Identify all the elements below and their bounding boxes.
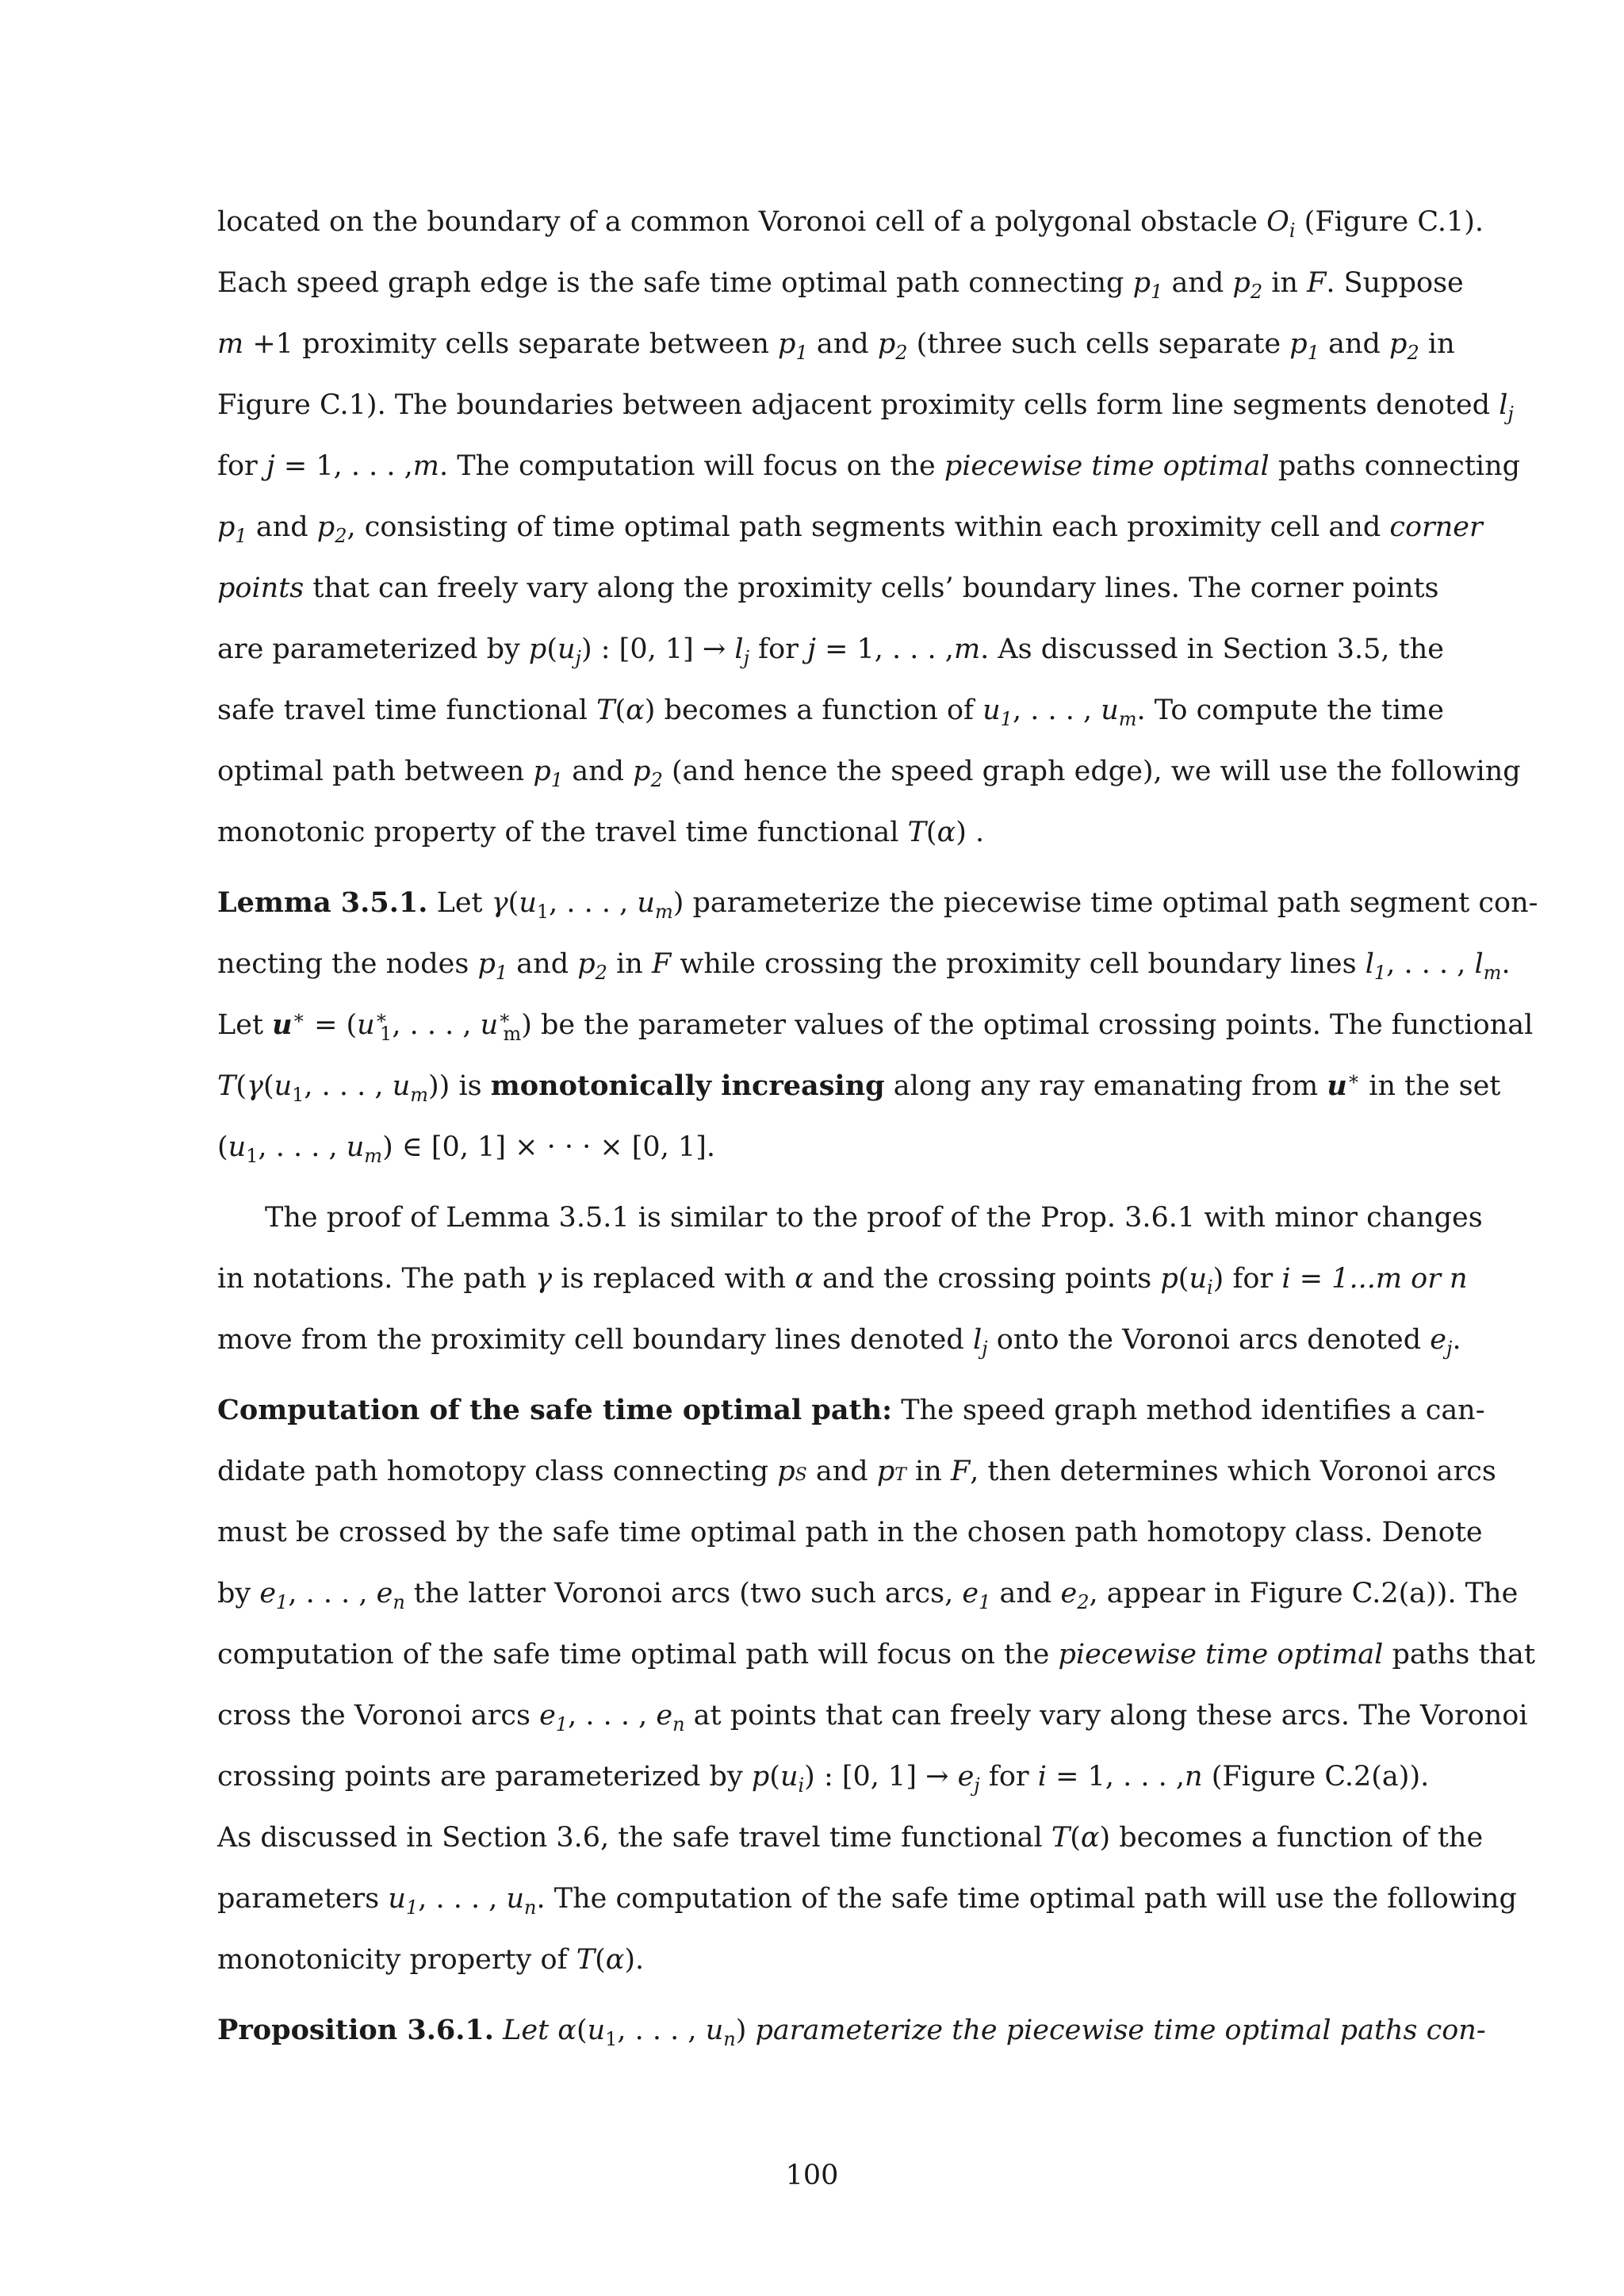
math-p2: $p_2$	[1389, 328, 1419, 364]
body-line	[217, 1942, 1418, 1977]
text: . Suppose	[1326, 267, 1464, 299]
math-Oi: $O_i$	[1266, 206, 1296, 242]
text: = 1...m or n	[1299, 1263, 1468, 1295]
body-line: are parameterized by $p(u_j)$ : [0, $1] \to l_j$ for j = 1, . . . ,m. As discussed in Section 3.5, the	[217, 633, 1445, 669]
math-gamma: $\gamma(u_1$, . . . , $u_m$)	[491, 887, 684, 923]
text: The speed graph method identifies a can-	[901, 1395, 1485, 1426]
math-ej: $e_j$.	[1430, 1324, 1461, 1360]
text: . The computation will focus on the	[439, 450, 936, 482]
text: are parameterized by	[217, 633, 520, 665]
section-label: Computation of the safe time optimal path:	[217, 1394, 893, 1426]
body-line	[217, 571, 1439, 606]
math-F: F	[950, 1456, 971, 1487]
math-T-gamma: $T(\gamma(u_1$, . . . , $u_m$))	[217, 1070, 450, 1106]
text: . The computation of the safe time optimal path will use the following	[536, 1883, 1517, 1915]
text: and	[572, 756, 625, 787]
math-alpha: α	[795, 1263, 814, 1295]
text: .	[975, 817, 985, 848]
bold-text: monotonically increasing	[490, 1070, 885, 1102]
math-e1: $e_1$	[962, 1578, 991, 1613]
math-m: m	[217, 328, 244, 360]
text: Figure C.1). The boundaries between adjacent proximity cells form line segments denoted	[217, 389, 1491, 421]
text: = 1, . . . ,	[825, 633, 954, 665]
proposition-label: Proposition 3.6.1.	[217, 2014, 494, 2046]
math-p2: $p_2$	[577, 948, 607, 984]
body-line	[217, 1881, 1517, 1919]
math-p-ui: $p(u_i)$	[1160, 1263, 1224, 1299]
emphasis: corner	[1389, 511, 1483, 543]
text: = 1, . . . ,	[283, 450, 413, 482]
body-line	[217, 754, 1521, 791]
math-p1: $p_1$	[1132, 267, 1163, 303]
math-i: i	[1037, 1761, 1047, 1793]
text: As discussed in Section 3.6, the safe travel time functional	[217, 1822, 1043, 1854]
text: while crossing the proximity cell boundary lines	[680, 948, 1357, 980]
text: crossing points are parameterized by	[217, 1761, 743, 1793]
body-line	[217, 449, 1521, 484]
lemma-label: Lemma 3.5.1.	[217, 886, 428, 919]
text: for	[217, 450, 258, 482]
text: paths that	[1392, 1639, 1535, 1670]
text: located on the boundary of a common Voronoi cell of a polygonal obstacle	[217, 206, 1258, 238]
text: is	[458, 1070, 482, 1102]
text: and	[815, 1456, 868, 1487]
emphasis: piecewise time optimal	[1058, 1639, 1384, 1670]
body-line	[265, 1200, 1483, 1235]
math-F: F	[1307, 267, 1327, 299]
math-gamma: γ	[535, 1263, 553, 1295]
emphasis: points	[217, 572, 304, 604]
body-line	[217, 388, 1514, 425]
body-line	[217, 1322, 1461, 1360]
text: optimal path between	[217, 756, 525, 787]
text: safe travel time functional	[217, 695, 588, 726]
text: (Figure C.2(a)).	[1211, 1761, 1430, 1793]
body-line	[217, 1576, 1519, 1613]
text: , appear in Figure C.2(a)). The	[1089, 1578, 1519, 1609]
text: .	[635, 1944, 645, 1976]
math-p2: $p_2$	[316, 511, 347, 547]
math-e1-en: $e_1$, . . . , $e_n$	[259, 1578, 405, 1613]
text: and the crossing points	[822, 1263, 1152, 1295]
text: and	[999, 1578, 1052, 1609]
text: in notations. The path	[217, 1263, 527, 1295]
math-ustar: $u^∗ = (u^∗_1$, . . . , $u^∗_m$)	[272, 1006, 532, 1045]
text: by	[217, 1578, 251, 1609]
text: becomes a function of the	[1119, 1822, 1484, 1854]
text: (and hence the speed graph edge), we will use the following	[672, 756, 1521, 787]
body-line	[217, 1515, 1483, 1550]
body-line	[217, 266, 1464, 303]
math-u-tuple: ($u_1$, . . . , $u_m$)	[217, 1131, 393, 1167]
body-line	[217, 327, 1455, 364]
math-lj: $l_j$	[972, 1324, 988, 1360]
math-p1: $p_1$	[778, 328, 808, 364]
text: +1 proximity cells separate between	[252, 328, 769, 360]
math-T-alpha: T(α)	[1051, 1822, 1111, 1854]
text: = 1, . . . ,	[1055, 1761, 1185, 1793]
text: parameterize the piecewise time optimal paths con-	[755, 2015, 1486, 2046]
math-T-alpha: T(α)	[907, 817, 967, 848]
text: monotonicity property of	[217, 1944, 568, 1976]
math-ustar: u∗	[1327, 1067, 1361, 1102]
text: (three such cells separate	[916, 328, 1281, 360]
body-line	[217, 1698, 1528, 1735]
math-pT: pT	[876, 1456, 906, 1487]
math-p1: $p_1$	[477, 948, 508, 984]
text: that can freely vary along the proximity cells’ boundary lines. The corner points	[312, 572, 1439, 604]
page-number: 100	[785, 2160, 839, 2191]
text: is replaced with	[561, 1263, 787, 1295]
body-line	[217, 1820, 1484, 1855]
text: parameterize the piecewise time optimal path segment con-	[692, 887, 1538, 919]
math-i: i	[1281, 1263, 1291, 1295]
math-p1: $p_1$	[1289, 328, 1320, 364]
body-line	[217, 1637, 1535, 1672]
text: move from the proximity cell boundary lines denoted	[217, 1324, 964, 1356]
math-m: m	[953, 633, 981, 665]
text: Let	[436, 887, 483, 919]
math-T-alpha: T(α)	[596, 695, 656, 726]
text: in	[616, 948, 643, 980]
proposition-line	[217, 2013, 1486, 2050]
math-e1-en: $e_1$, . . . , $e_n$	[539, 1700, 685, 1735]
text: along any ray emanating from	[893, 1070, 1319, 1102]
body-line	[217, 1759, 1430, 1797]
text: must be crossed by the safe time optimal path in the chosen path homotopy class. Denote	[217, 1517, 1483, 1548]
math-p2: $p_2$	[633, 756, 663, 791]
text: Each speed graph edge is the safe time optimal path connecting	[217, 267, 1124, 299]
math-lj: $l_j$	[1499, 389, 1514, 425]
math-p-uj: p	[528, 633, 547, 665]
text: Let	[503, 2015, 550, 2046]
text: and	[1328, 328, 1381, 360]
text: in	[1427, 328, 1455, 360]
math-p2: $p_2$	[1232, 267, 1263, 303]
text: and	[255, 511, 308, 543]
math-p2: $p_2$	[877, 328, 908, 364]
lemma-line	[217, 886, 1538, 923]
text: becomes a function of	[664, 695, 974, 726]
text: be the parameter values of the optimal crossing points. The functional	[541, 1009, 1534, 1041]
text: for	[758, 633, 799, 665]
text: for	[1232, 1263, 1274, 1295]
body-line	[217, 205, 1484, 242]
text: didate path homotopy class connecting	[217, 1456, 769, 1487]
body-line	[217, 1393, 1485, 1428]
math-j: j	[266, 450, 275, 482]
math-p1: $p_1$	[533, 756, 564, 791]
text: parameters	[217, 1883, 380, 1915]
text: at points that can freely vary along these arcs. The Voronoi	[693, 1700, 1528, 1732]
math-u1-um: $u_1$, . . . , $u_m$	[982, 695, 1137, 730]
lemma-line	[217, 1067, 1501, 1106]
math-m: m	[412, 450, 439, 482]
math-u1-un: $u_1$, . . . , $u_n$	[388, 1883, 537, 1919]
lemma-line	[217, 1130, 1418, 1165]
text: in the set	[1369, 1070, 1501, 1102]
text: monotonic property of the travel time functional	[217, 817, 899, 848]
math-alpha-u: $\alpha(u_1$, . . . , $u_n$)	[557, 2015, 747, 2050]
body-line	[217, 693, 1444, 730]
text: in	[915, 1456, 942, 1487]
body-line	[217, 1261, 1468, 1299]
body-line	[217, 815, 1418, 850]
math-ej: $e_j$	[957, 1761, 980, 1797]
text: onto the Voronoi arcs denoted	[996, 1324, 1422, 1356]
text: and	[1171, 267, 1224, 299]
text: . As discussed in Section 3.5, the	[980, 633, 1445, 665]
math-j: j	[807, 633, 816, 665]
text: : [0, 1] →	[823, 1761, 949, 1793]
text: for	[988, 1761, 1029, 1793]
text: and	[516, 948, 569, 980]
text: paths connecting	[1277, 450, 1521, 482]
text: the latter Voronoi arcs (two such arcs,	[413, 1578, 954, 1609]
math-l1-lm: $l_1$, . . . , $l_m$.	[1365, 948, 1511, 984]
math-p1: $p_1$	[217, 511, 247, 547]
math-n: n	[1185, 1761, 1203, 1793]
text: , consisting of time optimal path segments within each proximity cell and	[347, 511, 1381, 543]
body-line	[217, 1454, 1496, 1493]
text: necting the nodes	[217, 948, 469, 980]
text: cross the Voronoi arcs	[217, 1700, 530, 1732]
text: : [0, 1] →	[600, 633, 726, 665]
text: . To compute the time	[1136, 695, 1444, 726]
text: ∈ [0, 1] × · · · × [0, 1].	[401, 1131, 715, 1163]
math-F: F	[651, 948, 672, 980]
text: in	[1271, 267, 1298, 299]
math-T-alpha: T(α)	[576, 1944, 636, 1976]
math-pS: pS	[777, 1456, 807, 1487]
lemma-line	[217, 947, 1511, 984]
text: , then determines which Voronoi arcs	[970, 1456, 1496, 1487]
text: computation of the safe time optimal path will focus on the	[217, 1639, 1050, 1670]
text: The proof of Lemma 3.5.1 is similar to the proof of the Prop. 3.6.1 with minor changes	[265, 1202, 1483, 1234]
math-lj: $l_j$	[734, 633, 750, 669]
lemma-line	[217, 1006, 1534, 1045]
text: (Figure C.1).	[1304, 206, 1484, 238]
emphasis: piecewise time optimal	[944, 450, 1270, 482]
text: Let	[217, 1009, 264, 1041]
math-e2: $e_2$	[1060, 1578, 1090, 1613]
text: and	[816, 328, 869, 360]
body-line	[217, 510, 1483, 547]
math-p-ui: $p(u_i)$	[751, 1761, 815, 1797]
